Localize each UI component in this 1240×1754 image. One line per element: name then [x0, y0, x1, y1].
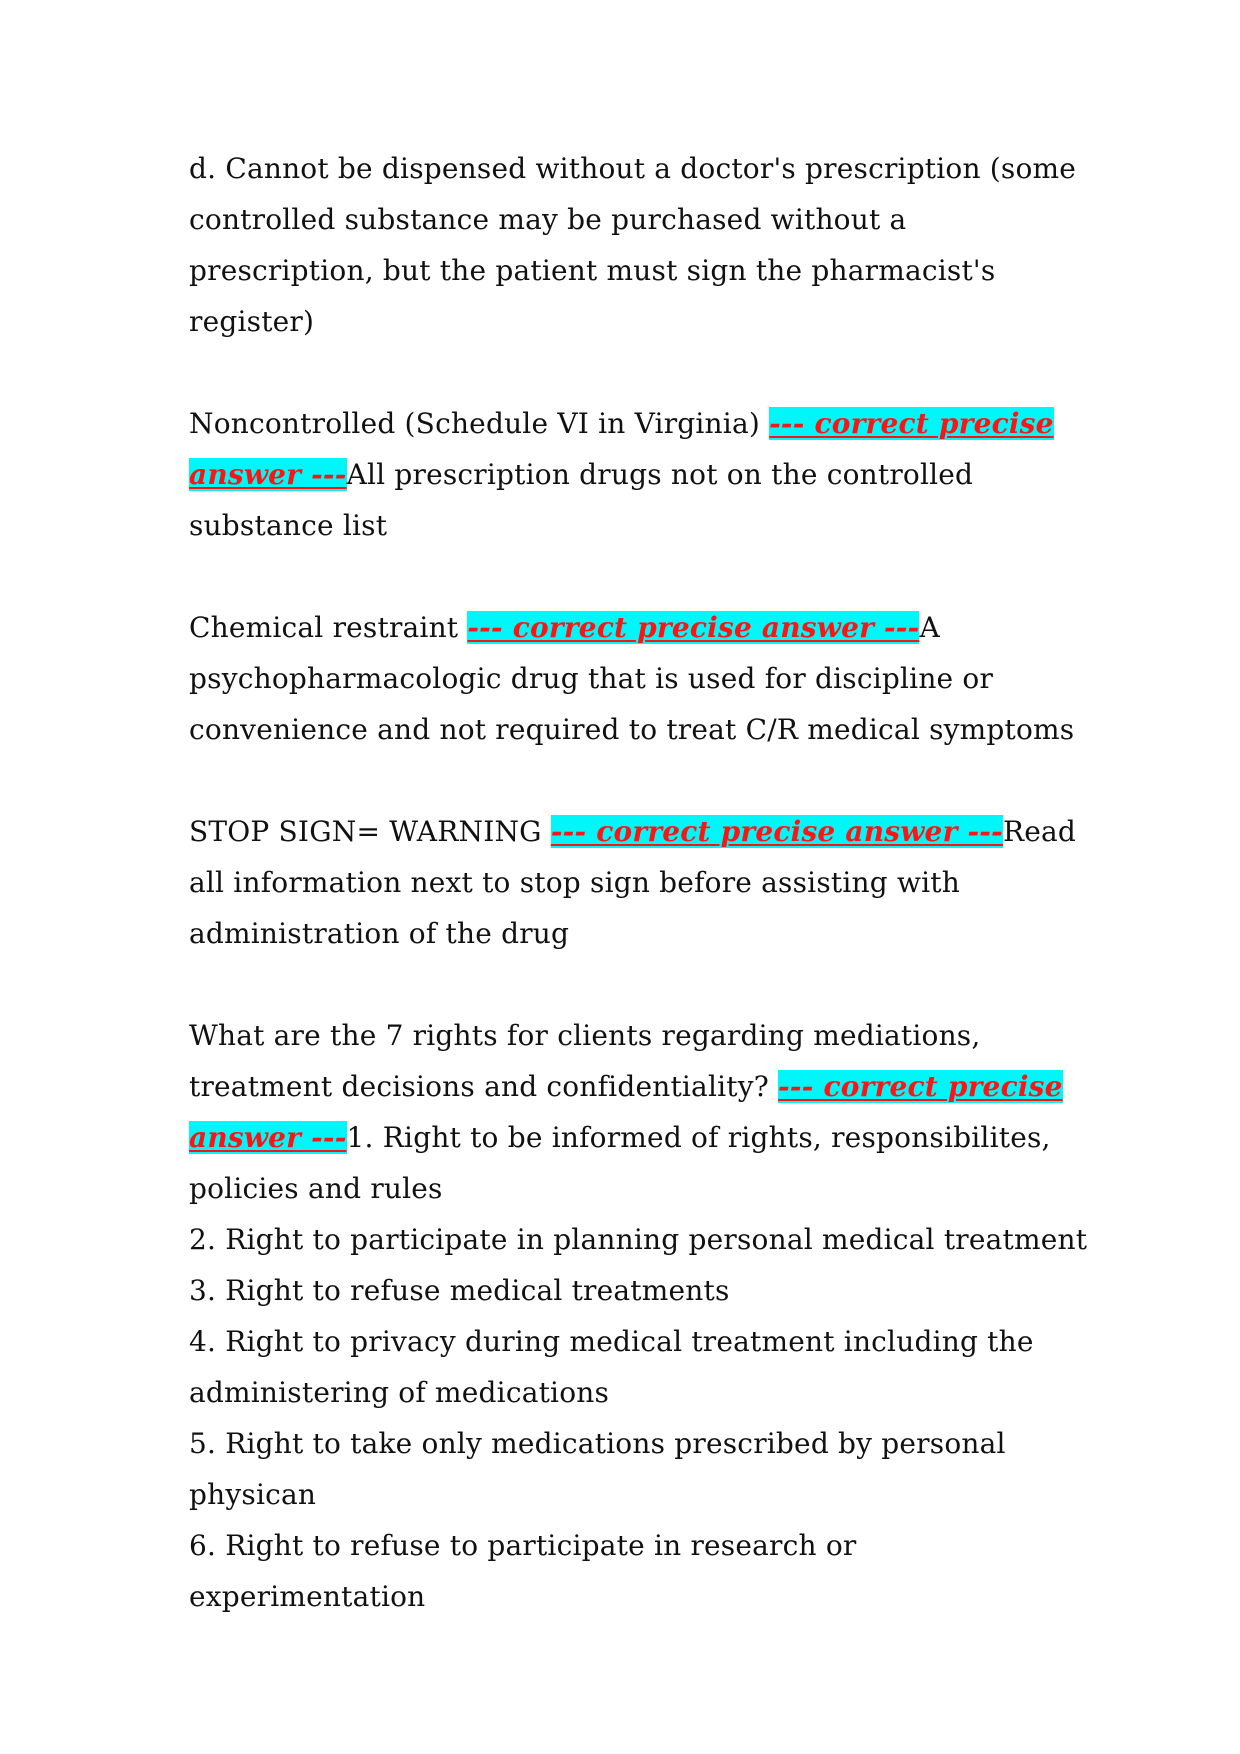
list-item: 5. Right to take only medications prescribed by personal physican: [189, 1427, 1006, 1511]
answer-marker: --- correct precise answer ---: [189, 1070, 1063, 1154]
qa-chemical-restraint: [189, 602, 1089, 755]
qa-noncontrolled: [189, 398, 1089, 551]
answer-marker: --- correct precise answer ---: [467, 611, 920, 644]
qa-seven-rights: [189, 1010, 1089, 1622]
question-term: Noncontrolled (Schedule VI in Virginia): [189, 407, 770, 440]
document-body: [189, 143, 1089, 1622]
list-item: 2. Right to participate in planning personal medical treatment: [189, 1223, 1088, 1256]
paragraph-dispensing-note: [189, 143, 1089, 347]
paragraph-gap: [189, 347, 1089, 398]
answer-text: Read all information next to stop sign before assisting with administration of the drug: [189, 815, 1077, 950]
qa-stop-sign: [189, 806, 1089, 959]
list-item: 6. Right to refuse to participate in research or experimentation: [189, 1529, 857, 1613]
answer-marker: --- correct precise answer ---: [550, 815, 1003, 848]
answer-text: A psychopharmacologic drug that is used for discipline or convenience and not required to treat C/R medical symptoms: [189, 611, 1075, 746]
list-item: 4. Right to privacy during medical treatment including the administering of medications: [189, 1325, 1034, 1409]
question-term: What are the 7 rights for clients regarding mediations, treatment decisions and confidentiality?: [189, 1019, 981, 1103]
answer-text: 1. Right to be informed of rights, responsibilites, policies and rules: [189, 1121, 1051, 1205]
answer-text: All prescription drugs not on the controlled substance list: [189, 458, 974, 542]
answer-marker: --- correct precise answer ---: [189, 407, 1054, 491]
paragraph-text: d. Cannot be dispensed without a doctor's prescription (some controlled substance may be purchased without a prescription, but the patient must sign the pharmacist's register): [189, 152, 1077, 338]
paragraph-gap: [189, 551, 1089, 602]
paragraph-gap: [189, 755, 1089, 806]
list-item: 3. Right to refuse medical treatments: [189, 1274, 730, 1307]
paragraph-gap: [189, 959, 1089, 1010]
question-term: STOP SIGN= WARNING: [189, 815, 551, 848]
question-term: Chemical restraint: [189, 611, 468, 644]
